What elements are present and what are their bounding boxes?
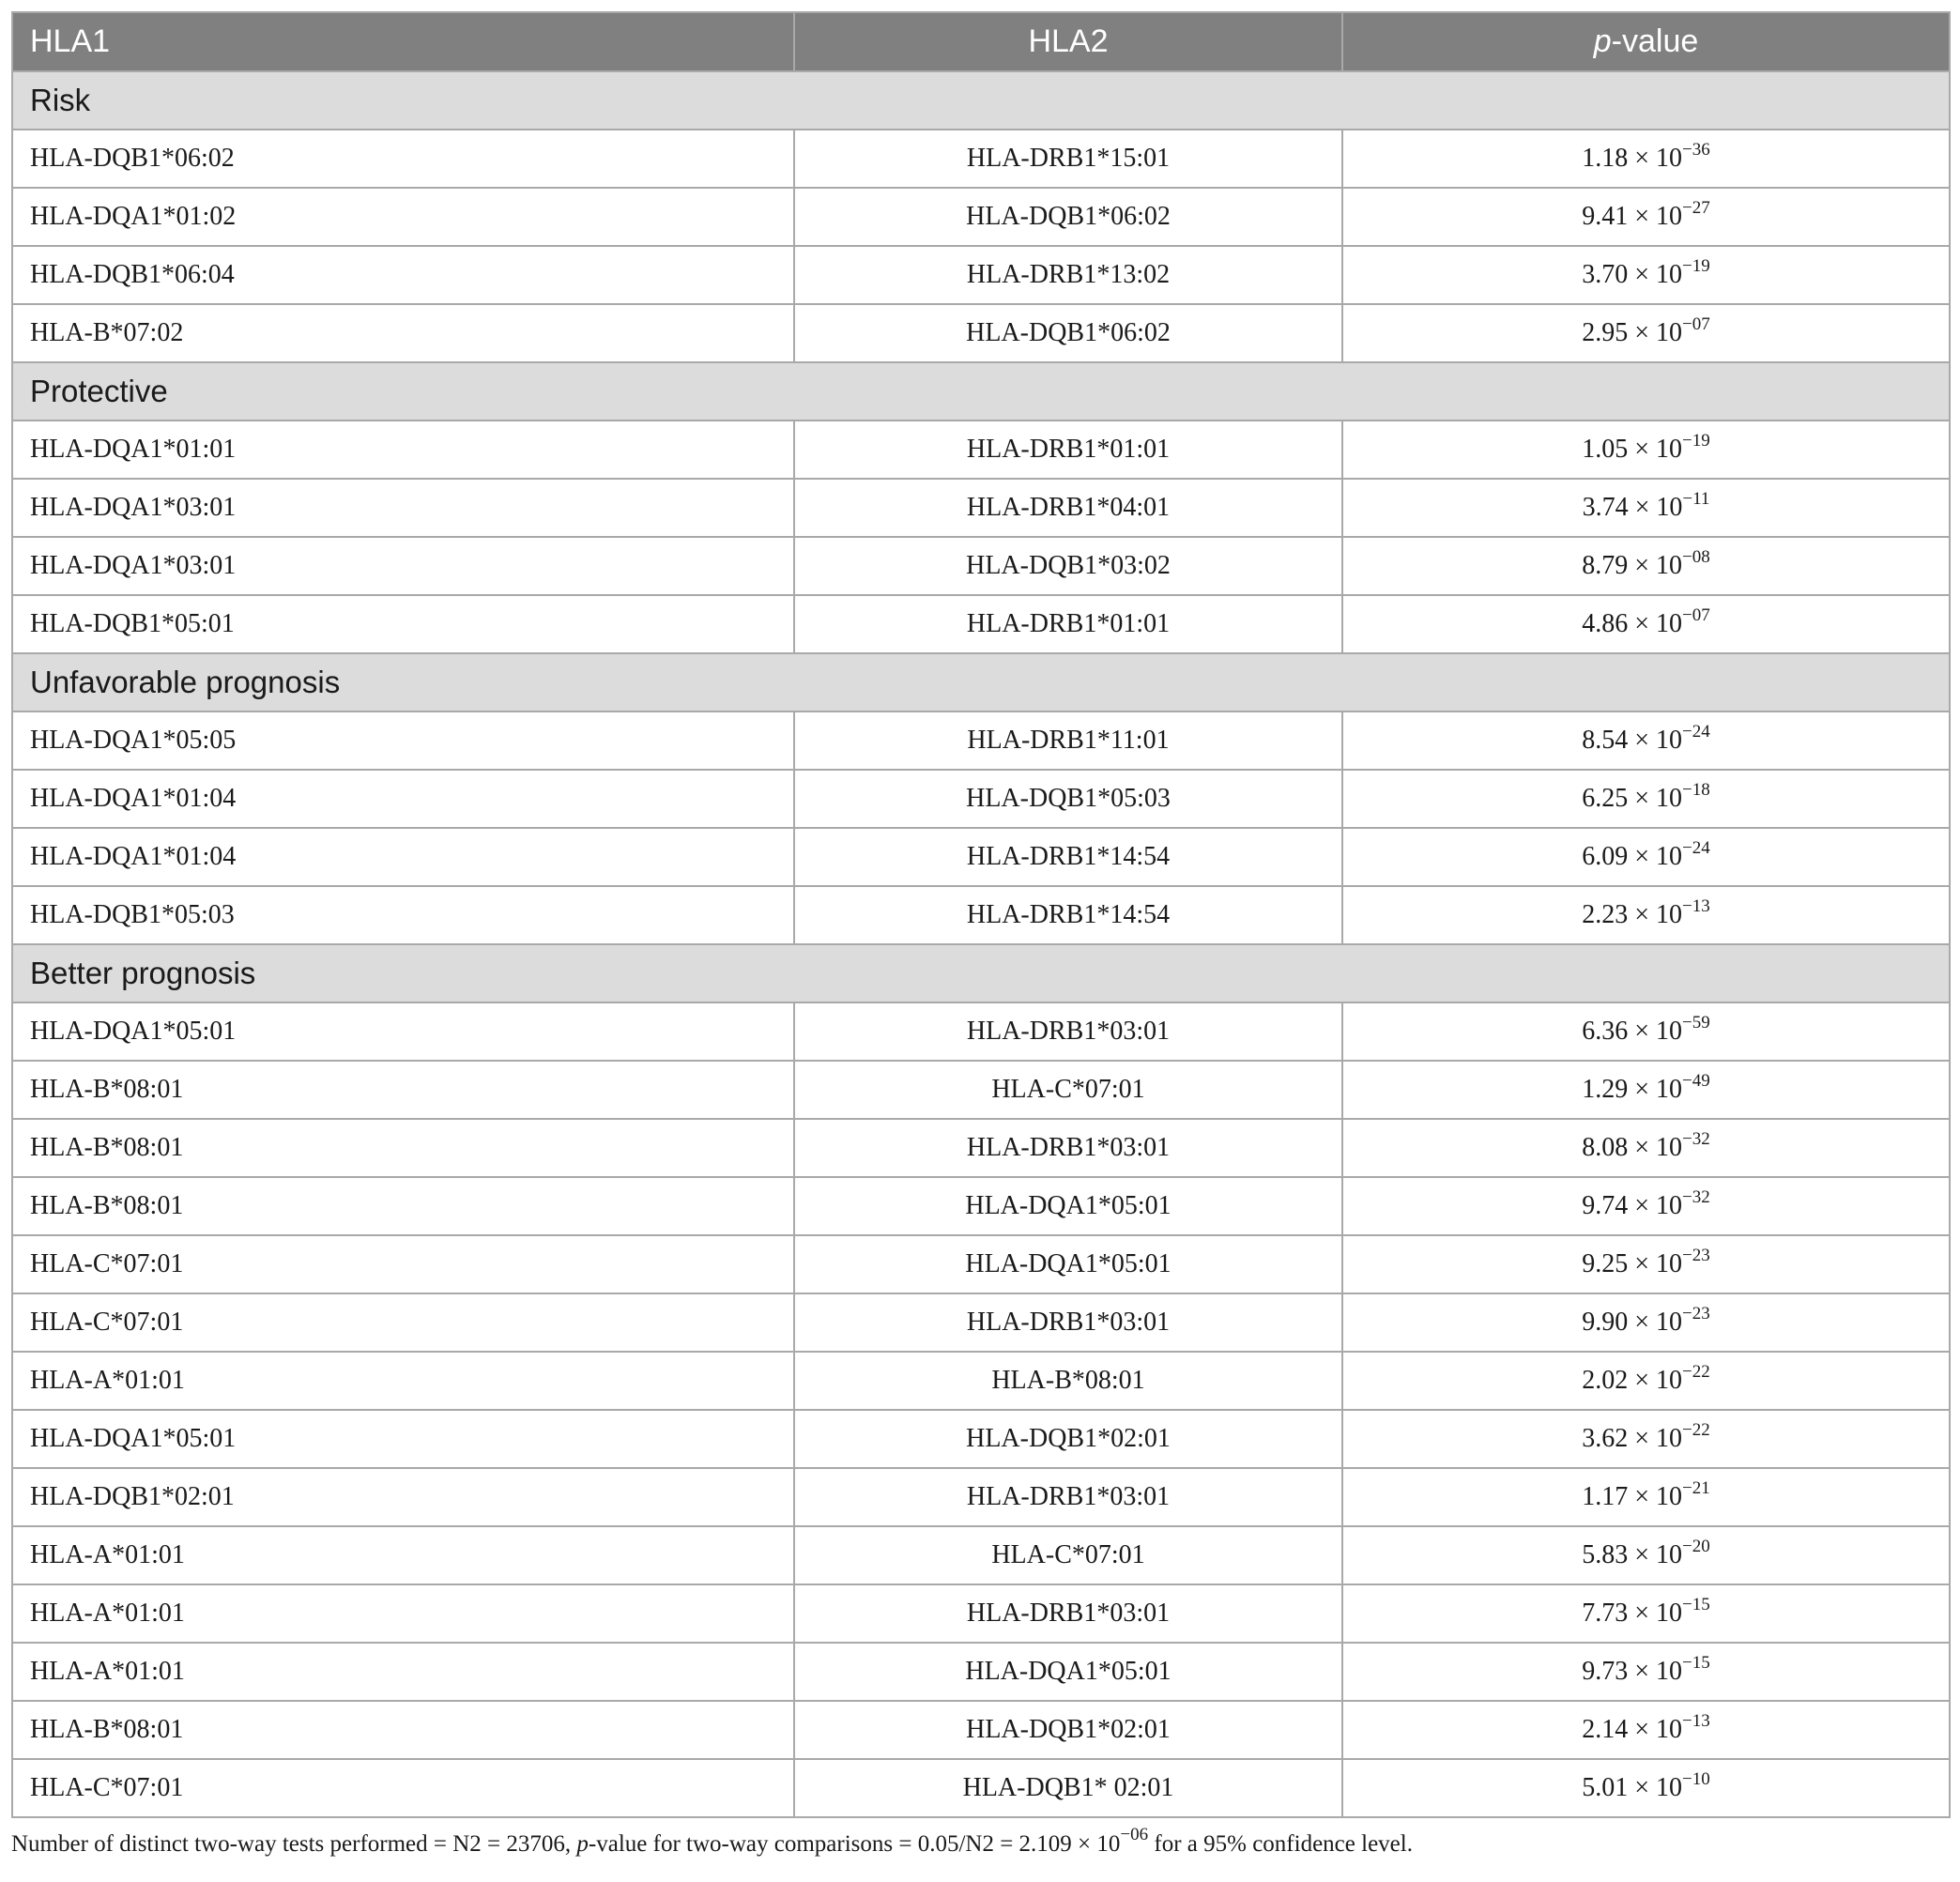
hla2-cell: HLA-DRB1*11:01 bbox=[794, 711, 1342, 770]
p-exponent: −49 bbox=[1682, 1071, 1710, 1091]
table-header-row bbox=[12, 12, 1950, 71]
hla2-cell: HLA-DQB1*02:01 bbox=[794, 1410, 1342, 1468]
hla1-cell: HLA-B*07:02 bbox=[12, 304, 794, 362]
p-mantissa: 5.01 bbox=[1582, 1773, 1629, 1802]
table-row bbox=[12, 1352, 1950, 1410]
p-times: × bbox=[1634, 1424, 1650, 1453]
table-row bbox=[12, 1584, 1950, 1643]
p-times: × bbox=[1634, 1773, 1650, 1802]
p-mantissa: 2.23 bbox=[1582, 900, 1629, 929]
p-base: 10 bbox=[1656, 1017, 1683, 1046]
p-exponent: −21 bbox=[1682, 1478, 1710, 1498]
p-base: 10 bbox=[1656, 1773, 1683, 1802]
p-exponent: −10 bbox=[1682, 1769, 1710, 1789]
p-mantissa: 9.25 bbox=[1582, 1249, 1629, 1278]
hla1-cell: HLA-B*08:01 bbox=[12, 1061, 794, 1119]
p-base: 10 bbox=[1656, 1657, 1683, 1686]
p-times: × bbox=[1634, 726, 1650, 755]
p-mantissa: 6.25 bbox=[1582, 784, 1629, 813]
hla2-cell: HLA-DRB1*03:01 bbox=[794, 1468, 1342, 1526]
p-exponent: −24 bbox=[1682, 838, 1710, 858]
p-mantissa: 2.95 bbox=[1582, 318, 1629, 347]
p-base: 10 bbox=[1656, 144, 1683, 173]
p-exponent: −23 bbox=[1682, 1304, 1710, 1324]
p-mantissa: 9.41 bbox=[1582, 202, 1629, 231]
table-row bbox=[12, 886, 1950, 944]
hla1-cell: HLA-DQA1*01:04 bbox=[12, 828, 794, 886]
p-base: 10 bbox=[1656, 1075, 1683, 1104]
hla1-cell: HLA-DQA1*05:05 bbox=[12, 711, 794, 770]
hla2-cell: HLA-DQB1*03:02 bbox=[794, 537, 1342, 595]
p-value-cell bbox=[1342, 886, 1950, 944]
hla1-cell: HLA-C*07:01 bbox=[12, 1293, 794, 1352]
table-row bbox=[12, 1410, 1950, 1468]
p-exponent: −08 bbox=[1682, 547, 1710, 567]
header-hla1: HLA1 bbox=[12, 12, 794, 71]
hla1-cell: HLA-C*07:01 bbox=[12, 1759, 794, 1817]
header-p-value bbox=[1342, 12, 1950, 71]
p-value-cell bbox=[1342, 1352, 1950, 1410]
p-value-cell bbox=[1342, 1293, 1950, 1352]
section-row bbox=[12, 362, 1950, 421]
p-value-cell bbox=[1342, 479, 1950, 537]
p-base: 10 bbox=[1656, 1366, 1683, 1395]
hla2-cell: HLA-DRB1*14:54 bbox=[794, 828, 1342, 886]
p-times: × bbox=[1634, 900, 1650, 929]
p-mantissa: 5.83 bbox=[1582, 1540, 1629, 1569]
p-times: × bbox=[1634, 784, 1650, 813]
p-base: 10 bbox=[1656, 1482, 1683, 1511]
p-exponent: −13 bbox=[1682, 1711, 1710, 1731]
table-footnote bbox=[11, 1825, 1949, 1858]
hla1-cell: HLA-DQA1*03:01 bbox=[12, 479, 794, 537]
table-row bbox=[12, 1643, 1950, 1701]
p-mantissa: 2.02 bbox=[1582, 1366, 1629, 1395]
p-exponent: −15 bbox=[1682, 1653, 1710, 1673]
p-exponent: −32 bbox=[1682, 1129, 1710, 1149]
p-value-cell bbox=[1342, 1584, 1950, 1643]
hla2-cell: HLA-C*07:01 bbox=[794, 1526, 1342, 1584]
hla1-cell: HLA-DQA1*01:04 bbox=[12, 770, 794, 828]
p-base: 10 bbox=[1656, 202, 1683, 231]
footnote-part1: Number of distinct two-way tests performed = N2 = 23706, bbox=[11, 1831, 577, 1857]
p-value-cell bbox=[1342, 1410, 1950, 1468]
header-p-italic: p bbox=[1593, 23, 1612, 59]
section-title: Protective bbox=[12, 362, 1950, 421]
p-exponent: −18 bbox=[1682, 780, 1710, 800]
p-exponent: −22 bbox=[1682, 1420, 1710, 1440]
p-times: × bbox=[1634, 1017, 1650, 1046]
p-base: 10 bbox=[1656, 1191, 1683, 1220]
p-base: 10 bbox=[1656, 260, 1683, 289]
table-row bbox=[12, 595, 1950, 653]
p-times: × bbox=[1634, 1308, 1650, 1337]
hla1-cell: HLA-DQB1*02:01 bbox=[12, 1468, 794, 1526]
p-exponent: −11 bbox=[1682, 489, 1710, 509]
table-row bbox=[12, 1119, 1950, 1177]
p-mantissa: 9.74 bbox=[1582, 1191, 1629, 1220]
p-mantissa: 6.36 bbox=[1582, 1017, 1629, 1046]
p-value-cell bbox=[1342, 246, 1950, 304]
table-row bbox=[12, 1293, 1950, 1352]
p-value-cell bbox=[1342, 1177, 1950, 1235]
hla1-cell: HLA-DQA1*01:02 bbox=[12, 188, 794, 246]
p-times: × bbox=[1634, 144, 1650, 173]
p-times: × bbox=[1634, 609, 1650, 638]
hla1-cell: HLA-A*01:01 bbox=[12, 1643, 794, 1701]
footnote-p-italic: p bbox=[576, 1831, 589, 1857]
table-row bbox=[12, 130, 1950, 188]
hla1-cell: HLA-DQA1*03:01 bbox=[12, 537, 794, 595]
p-times: × bbox=[1634, 1366, 1650, 1395]
p-mantissa: 9.73 bbox=[1582, 1657, 1629, 1686]
p-times: × bbox=[1634, 842, 1650, 871]
table-row bbox=[12, 770, 1950, 828]
p-value-cell bbox=[1342, 188, 1950, 246]
hla2-cell: HLA-C*07:01 bbox=[794, 1061, 1342, 1119]
header-p-rest: -value bbox=[1611, 23, 1699, 59]
table-row bbox=[12, 1061, 1950, 1119]
p-mantissa: 9.90 bbox=[1582, 1308, 1629, 1337]
hla1-cell: HLA-A*01:01 bbox=[12, 1584, 794, 1643]
hla2-cell: HLA-DRB1*14:54 bbox=[794, 886, 1342, 944]
p-times: × bbox=[1634, 202, 1650, 231]
p-base: 10 bbox=[1656, 1249, 1683, 1278]
hla2-cell: HLA-DQA1*05:01 bbox=[794, 1177, 1342, 1235]
p-exponent: −07 bbox=[1682, 605, 1710, 625]
table-body bbox=[12, 71, 1950, 1817]
hla1-cell: HLA-B*08:01 bbox=[12, 1177, 794, 1235]
p-exponent: −22 bbox=[1682, 1362, 1710, 1382]
p-base: 10 bbox=[1656, 1599, 1683, 1628]
hla2-cell: HLA-DRB1*03:01 bbox=[794, 1002, 1342, 1061]
table-container bbox=[11, 11, 1949, 1858]
p-value-cell bbox=[1342, 595, 1950, 653]
p-mantissa: 3.62 bbox=[1582, 1424, 1629, 1453]
p-mantissa: 4.86 bbox=[1582, 609, 1629, 638]
p-base: 10 bbox=[1656, 1540, 1683, 1569]
p-base: 10 bbox=[1656, 726, 1683, 755]
hla2-cell: HLA-DQB1*05:03 bbox=[794, 770, 1342, 828]
section-row bbox=[12, 653, 1950, 711]
p-mantissa: 3.74 bbox=[1582, 493, 1629, 522]
hla2-cell: HLA-B*08:01 bbox=[794, 1352, 1342, 1410]
p-exponent: −27 bbox=[1682, 198, 1710, 218]
p-times: × bbox=[1634, 1715, 1650, 1744]
p-value-cell bbox=[1342, 1061, 1950, 1119]
p-base: 10 bbox=[1656, 1308, 1683, 1337]
p-exponent: −07 bbox=[1682, 314, 1710, 334]
hla2-cell: HLA-DRB1*03:01 bbox=[794, 1584, 1342, 1643]
p-base: 10 bbox=[1656, 1715, 1683, 1744]
p-value-cell bbox=[1342, 1701, 1950, 1759]
footnote-part3: for a 95% confidence level. bbox=[1148, 1831, 1413, 1857]
hla2-cell: HLA-DQB1*06:02 bbox=[794, 304, 1342, 362]
table-row bbox=[12, 479, 1950, 537]
hla1-cell: HLA-C*07:01 bbox=[12, 1235, 794, 1293]
p-times: × bbox=[1634, 1191, 1650, 1220]
hla1-cell: HLA-B*08:01 bbox=[12, 1701, 794, 1759]
p-times: × bbox=[1634, 551, 1650, 580]
section-title: Unfavorable prognosis bbox=[12, 653, 1950, 711]
table-row bbox=[12, 304, 1950, 362]
table-row bbox=[12, 421, 1950, 479]
table-row bbox=[12, 188, 1950, 246]
p-value-cell bbox=[1342, 1468, 1950, 1526]
p-value-cell bbox=[1342, 1119, 1950, 1177]
table-row bbox=[12, 1759, 1950, 1817]
p-exponent: −13 bbox=[1682, 896, 1710, 916]
p-times: × bbox=[1634, 1599, 1650, 1628]
p-exponent: −19 bbox=[1682, 256, 1710, 276]
hla1-cell: HLA-DQA1*05:01 bbox=[12, 1410, 794, 1468]
p-exponent: −19 bbox=[1682, 431, 1710, 451]
p-times: × bbox=[1634, 318, 1650, 347]
hla1-cell: HLA-A*01:01 bbox=[12, 1526, 794, 1584]
hla2-cell: HLA-DRB1*01:01 bbox=[794, 421, 1342, 479]
p-value-cell bbox=[1342, 421, 1950, 479]
hla2-cell: HLA-DRB1*03:01 bbox=[794, 1119, 1342, 1177]
p-mantissa: 7.73 bbox=[1582, 1599, 1629, 1628]
p-value-cell bbox=[1342, 1526, 1950, 1584]
hla2-cell: HLA-DRB1*04:01 bbox=[794, 479, 1342, 537]
hla2-cell: HLA-DRB1*15:01 bbox=[794, 130, 1342, 188]
p-times: × bbox=[1634, 1075, 1650, 1104]
p-exponent: −59 bbox=[1682, 1013, 1710, 1033]
hla2-cell: HLA-DQB1*02:01 bbox=[794, 1701, 1342, 1759]
hla1-cell: HLA-DQB1*06:02 bbox=[12, 130, 794, 188]
p-value-cell bbox=[1342, 1643, 1950, 1701]
hla2-cell: HLA-DQB1*06:02 bbox=[794, 188, 1342, 246]
p-mantissa: 3.70 bbox=[1582, 260, 1629, 289]
p-base: 10 bbox=[1656, 784, 1683, 813]
header-hla2: HLA2 bbox=[794, 12, 1342, 71]
hla2-cell: HLA-DQB1* 02:01 bbox=[794, 1759, 1342, 1817]
hla2-cell: HLA-DRB1*03:01 bbox=[794, 1293, 1342, 1352]
p-base: 10 bbox=[1656, 318, 1683, 347]
p-value-cell bbox=[1342, 537, 1950, 595]
p-times: × bbox=[1634, 260, 1650, 289]
p-value-cell bbox=[1342, 1002, 1950, 1061]
p-exponent: −15 bbox=[1682, 1595, 1710, 1614]
p-times: × bbox=[1634, 493, 1650, 522]
hla-pairs-table bbox=[11, 11, 1951, 1818]
p-times: × bbox=[1634, 1133, 1650, 1162]
table-row bbox=[12, 1701, 1950, 1759]
hla1-cell: HLA-DQA1*05:01 bbox=[12, 1002, 794, 1061]
table-row bbox=[12, 828, 1950, 886]
p-value-cell bbox=[1342, 1235, 1950, 1293]
table-row bbox=[12, 1526, 1950, 1584]
p-base: 10 bbox=[1656, 1133, 1683, 1162]
p-base: 10 bbox=[1656, 842, 1683, 871]
table-row bbox=[12, 711, 1950, 770]
p-value-cell bbox=[1342, 828, 1950, 886]
p-value-cell bbox=[1342, 130, 1950, 188]
p-mantissa: 1.18 bbox=[1582, 144, 1629, 173]
hla2-cell: HLA-DQA1*05:01 bbox=[794, 1235, 1342, 1293]
p-value-cell bbox=[1342, 304, 1950, 362]
footnote-part2: -value for two-way comparisons = 0.05/N2 = 2.109 × 10 bbox=[588, 1831, 1121, 1857]
p-times: × bbox=[1634, 1249, 1650, 1278]
hla1-cell: HLA-B*08:01 bbox=[12, 1119, 794, 1177]
hla2-cell: HLA-DRB1*01:01 bbox=[794, 595, 1342, 653]
p-mantissa: 1.05 bbox=[1582, 435, 1629, 464]
footnote-exponent: −06 bbox=[1120, 1825, 1149, 1844]
table-row bbox=[12, 1177, 1950, 1235]
p-times: × bbox=[1634, 1482, 1650, 1511]
p-mantissa: 8.79 bbox=[1582, 551, 1629, 580]
p-mantissa: 1.29 bbox=[1582, 1075, 1629, 1104]
section-row bbox=[12, 71, 1950, 130]
hla2-cell: HLA-DQA1*05:01 bbox=[794, 1643, 1342, 1701]
p-exponent: −23 bbox=[1682, 1246, 1710, 1265]
table-row bbox=[12, 246, 1950, 304]
p-exponent: −20 bbox=[1682, 1537, 1710, 1556]
p-mantissa: 8.08 bbox=[1582, 1133, 1629, 1162]
hla1-cell: HLA-DQA1*01:01 bbox=[12, 421, 794, 479]
table-row bbox=[12, 537, 1950, 595]
section-title: Risk bbox=[12, 71, 1950, 130]
p-exponent: −32 bbox=[1682, 1187, 1710, 1207]
p-base: 10 bbox=[1656, 1424, 1683, 1453]
p-value-cell bbox=[1342, 770, 1950, 828]
p-value-cell bbox=[1342, 1759, 1950, 1817]
table-row bbox=[12, 1002, 1950, 1061]
p-base: 10 bbox=[1656, 609, 1683, 638]
section-title: Better prognosis bbox=[12, 944, 1950, 1002]
p-base: 10 bbox=[1656, 493, 1683, 522]
table-row bbox=[12, 1235, 1950, 1293]
p-exponent: −36 bbox=[1682, 140, 1710, 160]
p-base: 10 bbox=[1656, 435, 1683, 464]
hla1-cell: HLA-DQB1*06:04 bbox=[12, 246, 794, 304]
p-base: 10 bbox=[1656, 551, 1683, 580]
hla2-cell: HLA-DRB1*13:02 bbox=[794, 246, 1342, 304]
p-mantissa: 6.09 bbox=[1582, 842, 1629, 871]
p-times: × bbox=[1634, 1657, 1650, 1686]
hla1-cell: HLA-A*01:01 bbox=[12, 1352, 794, 1410]
p-value-cell bbox=[1342, 711, 1950, 770]
p-base: 10 bbox=[1656, 900, 1683, 929]
section-row bbox=[12, 944, 1950, 1002]
p-mantissa: 8.54 bbox=[1582, 726, 1629, 755]
table-row bbox=[12, 1468, 1950, 1526]
p-mantissa: 2.14 bbox=[1582, 1715, 1629, 1744]
p-exponent: −24 bbox=[1682, 722, 1710, 742]
p-mantissa: 1.17 bbox=[1582, 1482, 1629, 1511]
p-times: × bbox=[1634, 435, 1650, 464]
hla1-cell: HLA-DQB1*05:01 bbox=[12, 595, 794, 653]
hla1-cell: HLA-DQB1*05:03 bbox=[12, 886, 794, 944]
p-times: × bbox=[1634, 1540, 1650, 1569]
